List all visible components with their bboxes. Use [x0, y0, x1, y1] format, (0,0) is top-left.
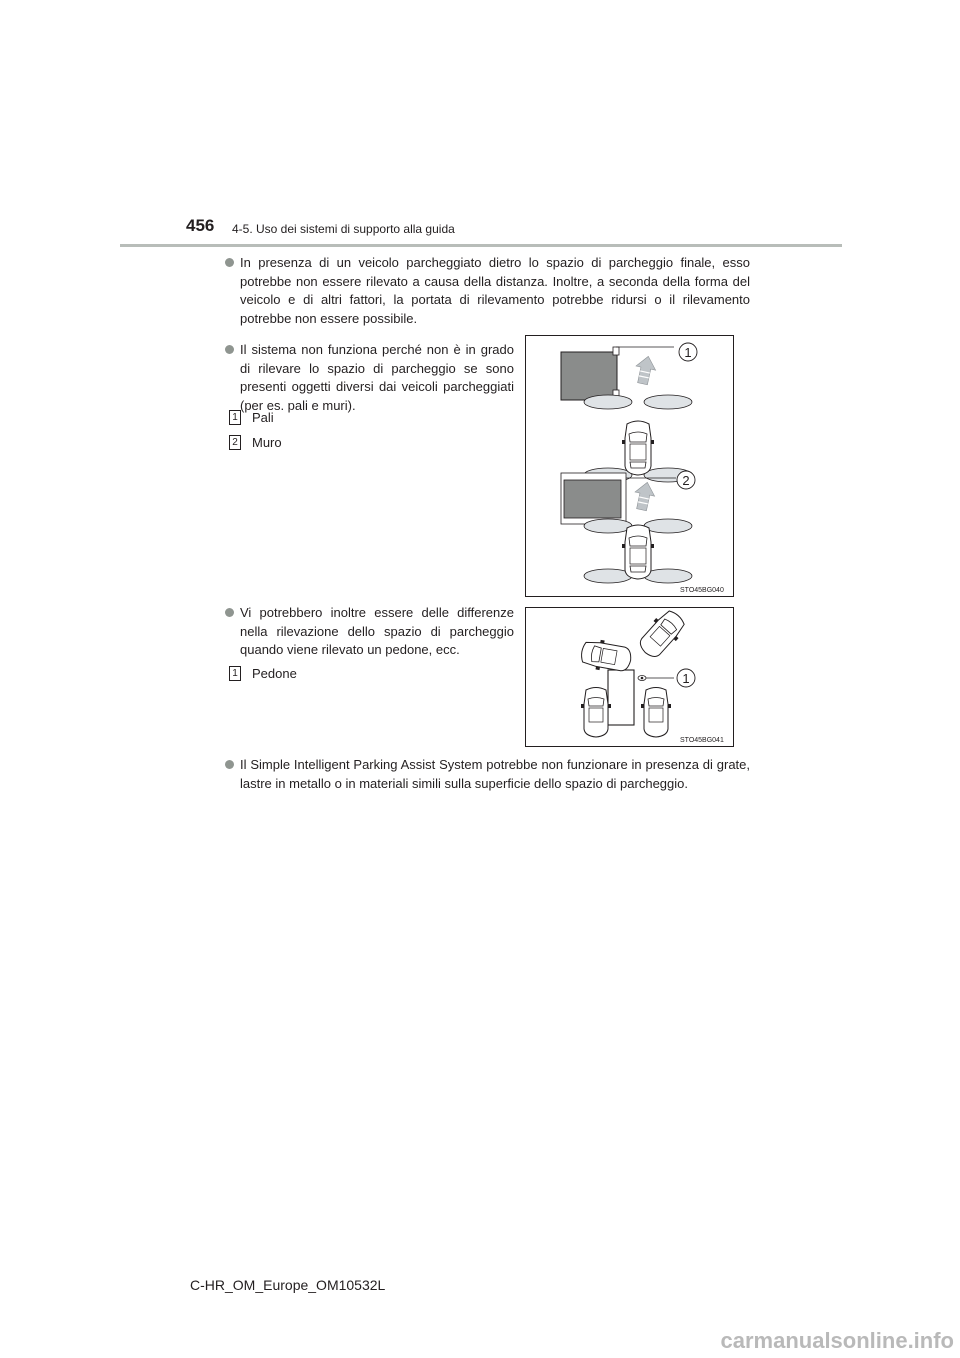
pole-marker	[613, 347, 619, 355]
figure-1-illustration	[526, 336, 733, 596]
paragraph-3	[240, 604, 514, 660]
parking-space	[608, 670, 634, 725]
watermark: carmanualsonline.info	[720, 1328, 954, 1353]
callout-number: 1	[684, 345, 692, 360]
figure-pali-muro	[525, 335, 734, 597]
callout-number: 2	[682, 473, 690, 488]
figure-code: STO45BG041	[680, 737, 724, 744]
number-badge: 2	[229, 435, 241, 450]
arrow-up-icon	[632, 480, 657, 512]
car-icon	[581, 688, 611, 738]
figure-code: STO45BG040	[680, 587, 724, 594]
sensor-lobe-icon	[584, 395, 632, 409]
header-rule	[120, 244, 842, 247]
sensor-lobe-icon	[584, 519, 632, 533]
arrow-up-icon	[633, 354, 658, 386]
document-id: C-HR_OM_Europe_OM10532L	[190, 1277, 386, 1293]
paragraph-1-text: In presenza di un veicolo parcheggiato dietro lo spazio di parcheggio finale, esso potrebbe non essere rilevato a causa della distanza. Inoltre, a seconda della forma del veicolo e di altri fattori, la portata di rilevamento potrebbe ridursi o il rilevamento potrebbe non essere possibile.	[240, 255, 750, 326]
sensor-lobe-icon	[644, 519, 692, 533]
car-icon	[641, 688, 671, 738]
paragraph-4	[240, 756, 750, 793]
page-number: 456	[186, 216, 215, 235]
number-badge: 1	[229, 410, 241, 425]
paragraph-3-text: Vi potrebbero inoltre essere delle differenze nella rilevazione dello spazio di parcheggio quando viene rilevato un pedone, ecc.	[240, 605, 514, 657]
car-icon	[622, 525, 654, 579]
list-item-label: Pedone	[252, 666, 297, 681]
number-badge: 1	[229, 666, 241, 681]
figure-2-illustration	[526, 608, 733, 746]
car-icon	[579, 637, 633, 675]
sensor-lobe-icon	[644, 395, 692, 409]
list-item-label: Muro	[252, 435, 282, 450]
bullet-icon	[225, 760, 234, 769]
car-icon	[634, 608, 689, 663]
bullet-icon	[225, 345, 234, 354]
paragraph-4-text: Il Simple Intelligent Parking Assist System potrebbe non funzionare in presenza di grate, lastre in metallo o in materiali simili sulla superficie dello spazio di parcheggio.	[240, 757, 750, 791]
bullet-icon	[225, 258, 234, 267]
wall-fill	[564, 480, 621, 518]
figure-pedone	[525, 607, 734, 747]
car-icon	[622, 421, 654, 475]
obstacle-box	[561, 352, 617, 400]
paragraph-2	[240, 341, 514, 415]
section-title: 4-5. Uso dei sistemi di supporto alla guida	[232, 222, 455, 236]
callout-number: 1	[682, 671, 690, 686]
list-item-label: Pali	[252, 410, 274, 425]
paragraph-1	[240, 254, 750, 328]
paragraph-2-text: Il sistema non funziona perché non è in grado di rilevare lo spazio di parcheggio se sono presenti oggetti diversi dai veicoli parcheggiati (per es. pali e muri).	[240, 342, 514, 413]
pedestrian-icon	[638, 676, 646, 681]
bullet-icon	[225, 608, 234, 617]
